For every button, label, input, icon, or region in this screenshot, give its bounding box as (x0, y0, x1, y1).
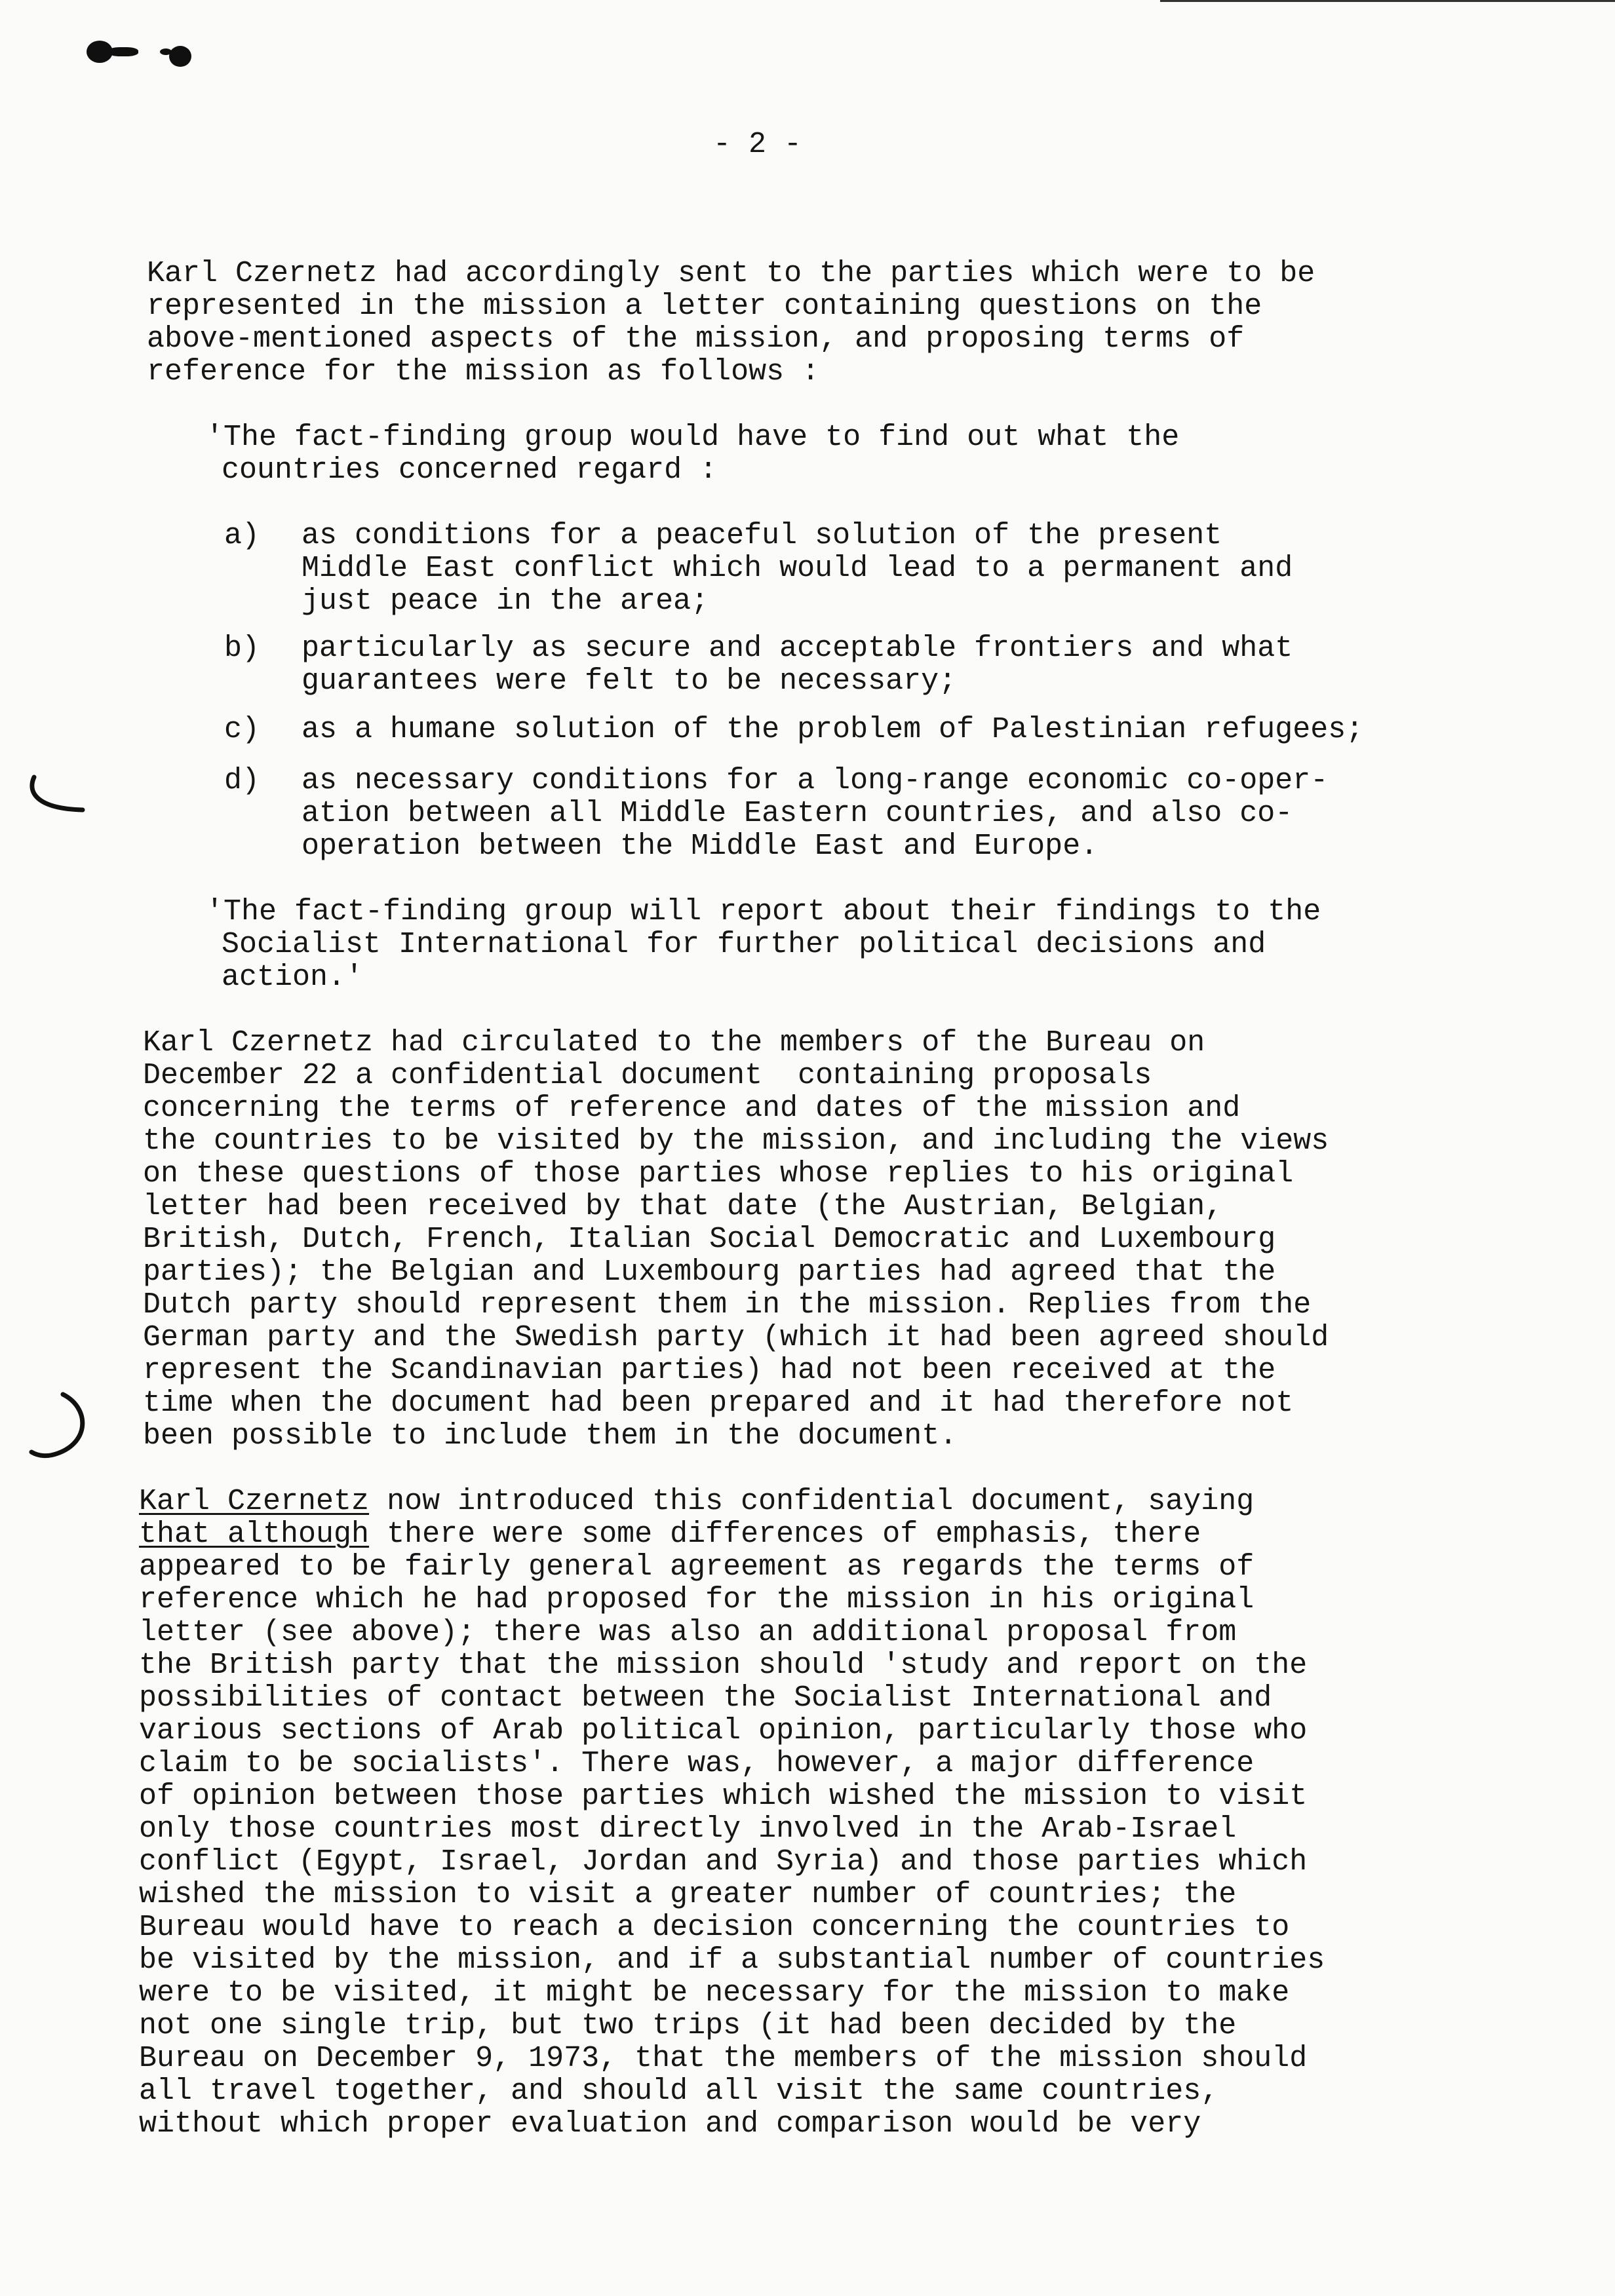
text-line: concerning the terms of reference and dates of the mission and (143, 1092, 1241, 1125)
text-line: not one single trip, but two trips (it had been decided by the (139, 2009, 1237, 2042)
text-line: of opinion between those parties which wished the mission to visit (139, 1780, 1308, 1813)
text-line: time when the document had been prepared and it had therefore not (143, 1387, 1294, 1420)
text-segment: there were some differences of emphasis, there (369, 1518, 1201, 1551)
list-marker: c) (224, 713, 260, 746)
text-line: Karl Czernetz had circulated to the members of the Bureau on (143, 1026, 1205, 1060)
text-line: particularly as secure and acceptable frontiers and what (302, 632, 1293, 665)
text-line: represented in the mission a letter containing questions on the (147, 290, 1262, 323)
text-line: been possible to include them in the document. (143, 1419, 958, 1453)
text-line: without which proper evaluation and comparison would be very (139, 2107, 1201, 2141)
text-line: Dutch party should represent them in the mission. Replies from the (143, 1288, 1312, 1322)
text-line: reference which he had proposed for the mission in his original (139, 1583, 1255, 1617)
text-line: appeared to be fairly general agreement as regards the terms of (139, 1550, 1255, 1584)
text-line: Middle East conflict which would lead to a permanent and (302, 552, 1293, 585)
text-line: 'The fact-finding group would have to find out what the (206, 421, 1180, 454)
page-number: - 2 - (713, 128, 802, 161)
text-line: ation between all Middle Eastern countries, and also co- (302, 797, 1293, 830)
text-line (139, 1518, 1201, 1551)
text-line: as a humane solution of the problem of Palestinian refugees; (302, 713, 1364, 746)
underlined-phrase: that although (139, 1518, 370, 1551)
binder-mark-lower (25, 1388, 90, 1460)
text-line: Bureau would have to reach a decision concerning the countries to (139, 1911, 1290, 1944)
text-line: represent the Scandinavian parties) had not been received at the (143, 1354, 1276, 1387)
text-segment: now introduced this confidential document, saying (369, 1485, 1255, 1518)
text-line: on these questions of those parties whose replies to his original (143, 1157, 1294, 1191)
text-line: British, Dutch, French, Italian Social Democratic and Luxembourg (143, 1223, 1276, 1256)
text-line: Bureau on December 9, 1973, that the members of the mission should (139, 2042, 1308, 2075)
text-line: were to be visited, it might be necessary for the mission to make (139, 1976, 1290, 2010)
text-line: letter had been received by that date (the Austrian, Belgian, (143, 1190, 1223, 1223)
text-line: letter (see above); there was also an additional proposal from (139, 1616, 1237, 1649)
text-line: just peace in the area; (302, 584, 709, 618)
text-line: guarantees were felt to be necessary; (302, 664, 957, 698)
text-line: Socialist International for further political decisions and (222, 928, 1266, 961)
text-line: as necessary conditions for a long-range economic co-oper- (302, 764, 1329, 797)
text-line: possibilities of contact between the Socialist International and (139, 1681, 1272, 1715)
scan-edge-line (1160, 0, 1615, 2)
binder-mark-upper (22, 772, 88, 818)
text-line: claim to be socialists'. There was, however, a major difference (139, 1747, 1255, 1780)
text-line: the British party that the mission should 'study and report on the (139, 1649, 1308, 1682)
speaker-name: Karl Czernetz (139, 1485, 370, 1518)
text-line: conflict (Egypt, Israel, Jordan and Syria) and those parties which (139, 1845, 1308, 1879)
list-marker: b) (224, 632, 260, 665)
text-line: 'The fact-finding group will report about their findings to the (206, 895, 1321, 928)
text-line: operation between the Middle East and Europe. (302, 830, 1099, 863)
list-marker: a) (224, 519, 260, 552)
text-line: German party and the Swedish party (which it had been agreed should (143, 1321, 1329, 1354)
text-line: reference for the mission as follows : (147, 355, 820, 389)
text-line (139, 1485, 1254, 1518)
text-line: Karl Czernetz had accordingly sent to the parties which were to be (147, 257, 1315, 290)
text-line: various sections of Arab political opinion, particularly those who (139, 1714, 1308, 1748)
text-line: December 22 a confidential document containing proposals (143, 1059, 1152, 1092)
text-line: as conditions for a peaceful solution of the present (302, 519, 1222, 552)
text-line: parties); the Belgian and Luxembourg parties had agreed that the (143, 1255, 1276, 1289)
text-line: above-mentioned aspects of the mission, and proposing terms of (147, 322, 1245, 356)
text-line: wished the mission to visit a greater number of countries; the (139, 1878, 1237, 1911)
text-line: action.' (222, 961, 364, 994)
text-line: be visited by the mission, and if a substantial number of countries (139, 1943, 1325, 1977)
text-line: countries concerned regard : (222, 453, 718, 487)
text-line: only those countries most directly involved in the Arab-Israel (139, 1812, 1237, 1846)
text-line: all travel together, and should all visit the same countries, (139, 2075, 1219, 2108)
list-marker: d) (224, 764, 260, 797)
text-line: the countries to be visited by the mission, and including the views (143, 1124, 1329, 1158)
